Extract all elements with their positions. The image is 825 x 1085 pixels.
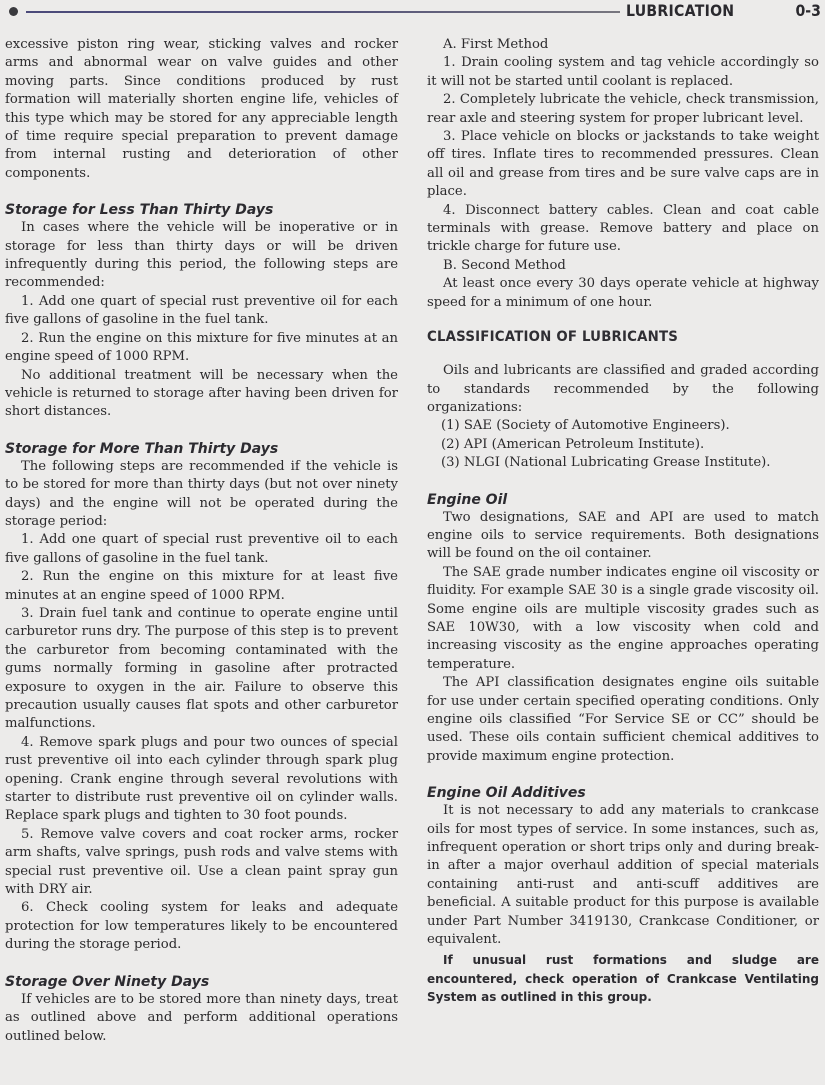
heading-classification-of-lubricants: CLASSIFICATION OF LUBRICANTS bbox=[427, 329, 679, 346]
second-method-label: B. Second Method bbox=[443, 257, 566, 273]
page-header bbox=[0, 0, 825, 24]
first-method-label: A. First Method bbox=[443, 37, 549, 52]
paragraph: Two designations, SAE and API are used to match engine oils to service requirements. Both designations will be found on the oil container. bbox=[427, 509, 819, 562]
step-item: 5. Remove valve covers and coat rocker arms, rocker arm shafts, valve springs, push rods and valve stems with special rust preventive oil. Use a clean paint spray gun with DRY air. bbox=[5, 826, 398, 898]
header-rule bbox=[26, 11, 620, 13]
step-item: 1. Drain cooling system and tag vehicle accordingly so it will not be started until coolant is replaced. bbox=[427, 55, 819, 89]
heading-engine-oil: Engine Oil bbox=[427, 491, 508, 508]
left-column bbox=[5, 36, 398, 1046]
step-item: 2. Run the engine on this mixture for at least five minutes at an engine speed of 1000 RPM. bbox=[5, 569, 398, 603]
heading-engine-oil-additives: Engine Oil Additives bbox=[427, 785, 586, 802]
step-item: 4. Remove spark plugs and pour two ounces of special rust preventive oil into each cylinder through spark plug opening. Crank engine through several revolutions with starter to distribute rust preventive oil on cylinder walls. Replace spark plugs and tighten to 30 foot pounds. bbox=[5, 734, 398, 824]
organization-item: (3) NLGI (National Lubricating Grease Institute). bbox=[441, 455, 771, 471]
paragraph: In cases where the vehicle will be inoperative or in storage for less than thirty days or will be driven infrequently during this period, the following steps are recommended: bbox=[5, 220, 398, 291]
bullet-dot-icon bbox=[9, 7, 18, 16]
paragraph: The SAE grade number indicates engine oil viscosity or fluidity. For example SAE 30 is a single grade viscosity oil. Some engine oils are multiple viscosity grades such as SAE 10W30, with a low viscosity when cold and increasing viscosity as the engine approaches operating temperature. bbox=[427, 564, 819, 672]
paragraph: Oils and lubricants are classified and graded according to standards recommended by the following organizations: bbox=[427, 363, 819, 415]
step-item: 4. Disconnect battery cables. Clean and coat cable terminals with grease. Remove battery and place on trickle charge for future use. bbox=[427, 202, 819, 255]
paragraph: The API classification designates engine oils suitable for use under certain specified operating conditions. Only engine oils classified “For Service SE or CC” should be used. These oils contain sufficient chemical additives to provide maximum engine protection. bbox=[427, 675, 819, 764]
step-item: 3. Place vehicle on blocks or jackstands to take weight off tires. Inflate tires to recommended pressures. Clean all oil and grease from tires and be sure valve caps are in place. bbox=[427, 129, 819, 200]
section-title: LUBRICATION bbox=[626, 1, 735, 20]
step-item: 3. Drain fuel tank and continue to operate engine until carburetor runs dry. The purpose of this step is to prevent the carburetor from becoming contaminated with the gums normally forming in gasoline after protracted exposure to oxygen in the air. Failure to observe this precaution usually causes flat spots and other carburetor malfunctions. bbox=[5, 605, 398, 732]
paragraph: No additional treatment will be necessary when the vehicle is returned to storage after having been driven for short distances. bbox=[5, 367, 398, 420]
step-item: 6. Check cooling system for leaks and adequate protection for low temperatures likely to be encountered during the storage period. bbox=[5, 900, 398, 953]
organization-item: (1) SAE (Society of Automotive Engineers). bbox=[441, 418, 730, 434]
step-item: 2. Run the engine on this mixture for five minutes at an engine speed of 1000 RPM. bbox=[5, 330, 398, 365]
page-number: 0-3 bbox=[795, 1, 821, 20]
organization-item: (2) API (American Petroleum Institute). bbox=[441, 436, 705, 452]
paragraph: At least once every 30 days operate vehicle at highway speed for a minimum of one hour. bbox=[427, 276, 819, 310]
intro-paragraph: excessive piston ring wear, sticking valves and rocker arms and abnormal wear on valve guides and other moving parts. Since conditions produced by rust formation will materially shorten engine life, vehicles of this type which may be stored for any appreciable length of time require special preparation to prevent damage from internal rusting and deterioration of other components. bbox=[5, 37, 398, 181]
step-item: 1. Add one quart of special rust preventive oil for each five gallons of gasoline in the fuel tank. bbox=[5, 293, 398, 328]
heading-storage-less-than-thirty-days: Storage for Less Than Thirty Days bbox=[5, 202, 274, 219]
paragraph: If vehicles are to be stored more than ninety days, treat as outlined above and perform additional operations outlined below. bbox=[5, 991, 398, 1044]
step-item: 1. Add one quart of special rust preventive oil to each five gallons of gasoline in the fuel tank. bbox=[5, 532, 398, 566]
step-item: 2. Completely lubricate the vehicle, check transmission, rear axle and steering system for proper lubricant level. bbox=[427, 92, 819, 126]
paragraph: The following steps are recommended if the vehicle is to be stored for more than thirty days (but not over ninety days) and the engine will not be operated during the storage period: bbox=[5, 458, 398, 529]
heading-storage-more-than-thirty-days: Storage for More Than Thirty Days bbox=[5, 440, 279, 457]
heading-storage-over-ninety-days: Storage Over Ninety Days bbox=[5, 973, 210, 990]
bold-note: If unusual rust formations and sludge are encountered, check operation of Crankcase Ventilating System as outlined in this group. bbox=[427, 953, 819, 1005]
right-column bbox=[427, 36, 819, 1007]
paragraph: It is not necessary to add any materials to crankcase oils for most types of service. In some instances, such as, infrequent operation or short trips only and during break-in after a major overhaul addition of special materials containing anti-rust and anti-scuff additives are beneficial. A suitable product for this purpose is available under Part Number 3419130, Crankcase Conditioner, or equivalent. bbox=[427, 803, 819, 948]
